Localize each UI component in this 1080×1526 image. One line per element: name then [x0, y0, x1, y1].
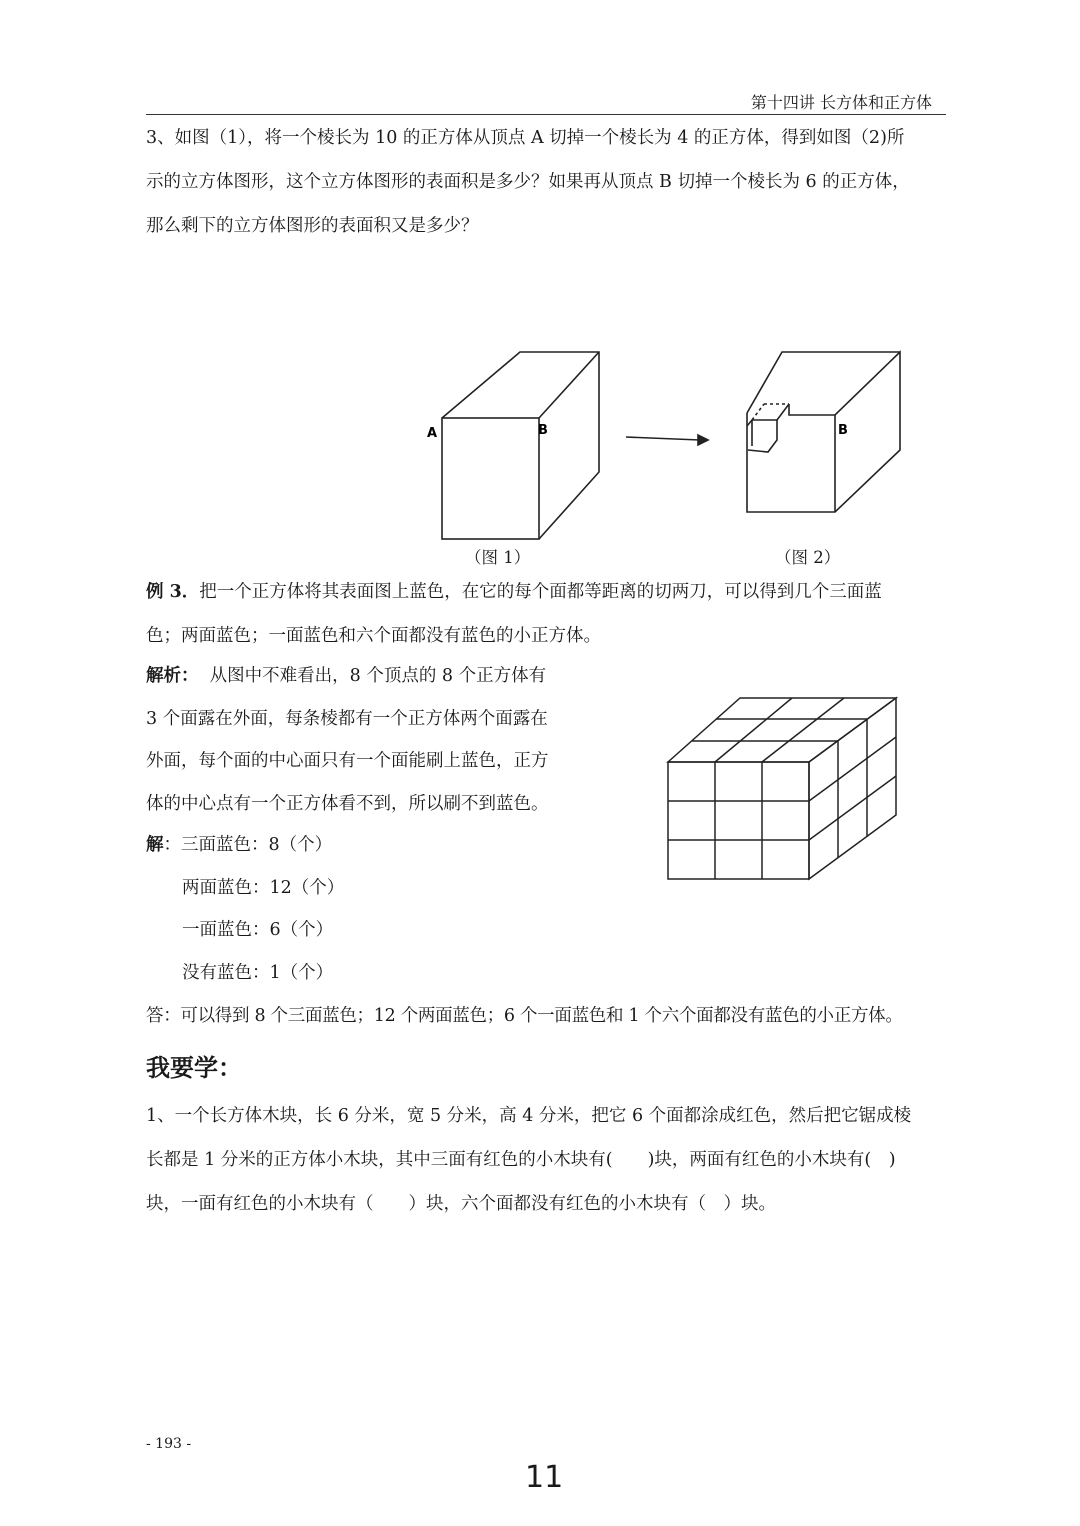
figure-1-caption: （图 1） [465, 548, 531, 567]
solution-row: 一面蓝色：6（个） [182, 920, 334, 940]
answer: 答：可以得到 8 个三面蓝色；12 个两面蓝色；6 个一面蓝色和 1 个六个面都没有蓝色的小正方体。 [146, 1006, 903, 1026]
rubik-cube-figure [660, 690, 900, 890]
analysis-line: 体的中心点有一个正方体看不到，所以刷不到蓝色。 [146, 793, 549, 814]
question-1-line: 长都是 1 分米的正方体小木块，其中三面有红色的小木块有( )块，两面有红色的小木块有( ) [146, 1150, 896, 1170]
figure-1-cube [442, 352, 599, 539]
sheet-number: 11 [525, 1460, 564, 1495]
question-1 [146, 1094, 946, 1226]
example-3-line: 把一个正方体将其表面图上蓝色，在它的每个面都等距离的切两刀，可以得到几个三面蓝 [199, 582, 882, 602]
analysis-label: 解析： [146, 666, 199, 686]
analysis-line: 外面，每个面的中心面只有一个面能刷上蓝色，正方 [146, 751, 549, 771]
solution-row: 没有蓝色：1（个） [182, 962, 334, 983]
problem-3-line: 那么剩下的立方体图形的表面积又是多少？ [146, 216, 479, 236]
example-3-label: 例 3． [146, 582, 200, 602]
problem-3-line: 3、如图（1），将一个棱长为 10 的正方体从顶点 A 切掉一个棱长为 4 的正方体，得到如图（2)所 [146, 128, 905, 148]
chapter-title: 第十四讲 长方体和正方体 [750, 93, 932, 112]
analysis-line: 从图中不难看出，8 个顶点的 8 个正方体有 [209, 666, 547, 686]
section-title: 我要学： [146, 1054, 242, 1082]
example-3 [146, 570, 946, 658]
fig1-label-b: B [538, 423, 548, 438]
fig2-label-b: B [838, 423, 848, 438]
problem-3-line: 示的立方体图形，这个立方体图形的表面积是多少？如果再从顶点 B 切掉一个棱长为 6 的正方体， [146, 172, 910, 192]
page-number: - 193 - [146, 1436, 192, 1452]
fig1-label-a: A [427, 426, 438, 441]
solution [146, 824, 446, 994]
solution-label: 解 [146, 835, 164, 855]
analysis [146, 655, 596, 825]
figure-2-caption: （图 2） [775, 548, 841, 567]
solution-row: 两面蓝色：12（个） [182, 877, 345, 898]
question-1-line: 1、一个长方体木块，长 6 分米，宽 5 分米，高 4 分米，把它 6 个面都涂成红色，然后把它锯成棱 [146, 1106, 912, 1126]
question-1-line: 块，一面有红色的小木块有（ ）块，六个面都没有红色的小木块有（ ）块。 [146, 1194, 776, 1214]
analysis-line: 3 个面露在外面，每条棱都有一个正方体两个面露在 [146, 708, 548, 729]
example-3-line: 色；两面蓝色；一面蓝色和六个面都没有蓝色的小正方体。 [146, 626, 601, 646]
solution-row: ：三面蓝色：8（个） [163, 835, 333, 855]
arrow-icon [626, 435, 708, 445]
figure-2-cube [747, 352, 900, 512]
